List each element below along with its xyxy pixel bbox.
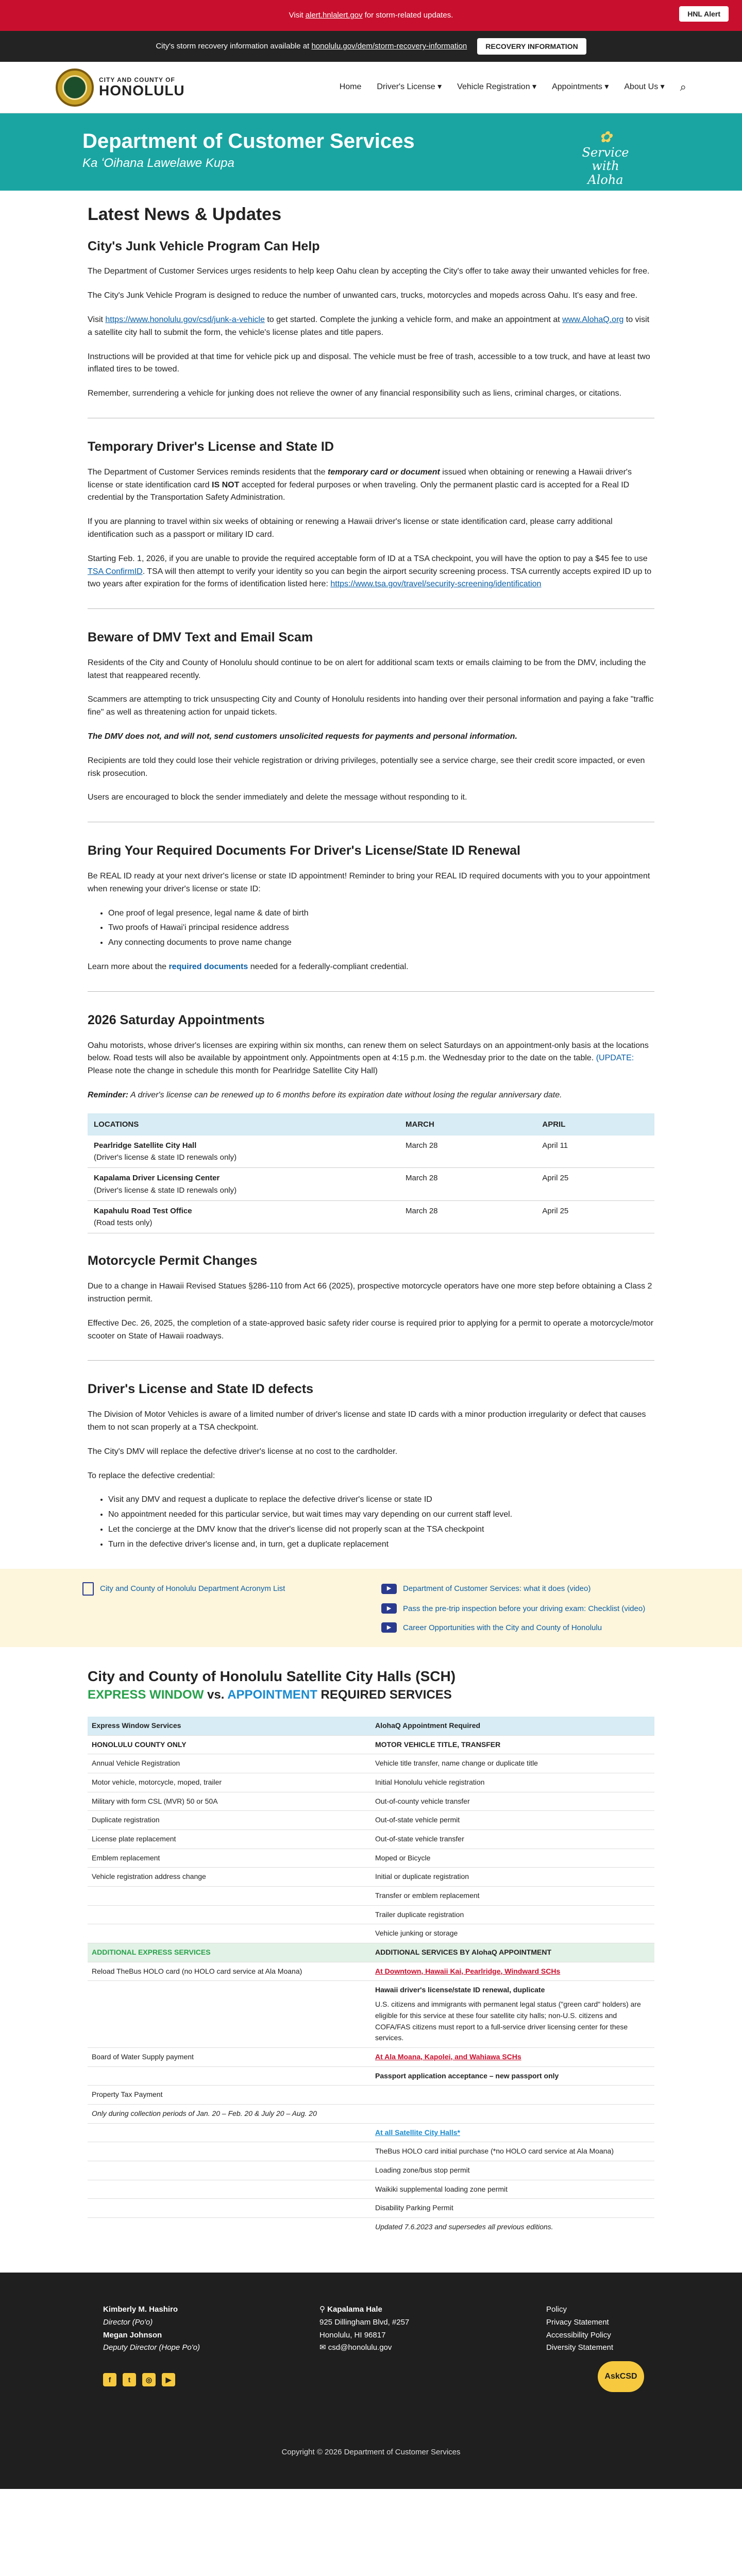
document-icon <box>82 1582 94 1596</box>
saturday-table <box>88 1113 654 1234</box>
email-link[interactable]: csd@honolulu.gov <box>328 2343 392 2352</box>
video-icon: ▶ <box>381 1603 397 1614</box>
sch-services-grid: Express Window Services AlohaQ Appointment Required HONOLULU COUNTY ONLY MOTOR VEHICLE TITLE, TRANSFER Annual Vehicle Registration Vehicle title transfer, name change or duplicate title Motor vehicle, motorcycle, moped, trailer Initial Honolulu vehicle registration Military with form CSL (MVR) 50 or 50A Out-of-county vehicle transfer Duplicate registration Out-of-state vehicle permit License plate replacement Out-of-state vehicle transfer Emblem replacement Moped or Bicycle Vehicle registration address change Initial or duplicate registration Transfer or emblem replacement Trailer duplicate registration Vehicle junking or storage ADDITIONAL EXPRESS SERVICES ADDITIONAL SERVICES BY AlohaQ APPOINTMENT Reload TheBus HOLO card (no HOLO card service at Ala Moana) At Downtown, Hawaii Kai, Pearlridge, Windward SCHs Hawaii driver's license/state ID renewal, duplicate U.S. citizens and immigrants with permanent legal status ("green card" holders) are eligible for this service at these four satellite city halls; non-U.S. citizens and COFA/FAS citizens must report to a full-service driver licensing center for these services. Board of Water Supply payment At Ala Moana, Kapolei, and Wahiawa SCHs Passport application acceptance – new passport only Property Tax Payment Only during collection periods of Jan. 20 – Feb. 20 & July 20 – Aug. 20 At all Satellite City Halls* TheBus HOLO card initial purchase (*no HOLO card service at Ala Moana) Loading zone/bus stop permit Waikiki supplemental loading zone permit Disability Parking Permit Updated 7.6.2023 and supersedes all previous editions. <box>88 1717 654 2236</box>
footer-directors: Kimberly M. Hashiro Director (Po'o) Megan Johnson Deputy Director (Hope Po'o) f t ◎ ▶ <box>103 2303 319 2386</box>
pretrip-video-link[interactable]: ▶ Pass the pre-trip inspection before your driving exam: Checklist (video) <box>381 1603 660 1615</box>
aloha-text: Service with Aloha <box>582 145 629 187</box>
list-item: Vehicle title transfer, name change or duplicate title <box>371 1754 654 1773</box>
all-sch-link[interactable]: At all Satellite City Halls* <box>371 2124 654 2143</box>
scam-p4: Recipients are told they could lose their vehicle registration or driving privileges, potentially see a service charge, see their credit score impacted, or even risk prosecution. <box>88 756 645 778</box>
motorcycle-section <box>88 1251 654 1343</box>
list-item: Motor vehicle, motorcycle, moped, trailer <box>88 1773 371 1792</box>
junk-p3: Visit https://www.honolulu.gov/csd/junk-a-vehicle to get started. Complete the junking a vehicle form, and make an appointment at www.AlohaQ.org to visit a satellite city hall to submit the form, the vehicle's license plates and title papers. <box>88 315 650 337</box>
video-icon: ▶ <box>381 1584 397 1594</box>
list-item: Duplicate registration <box>88 1811 371 1830</box>
list-item: • Visit any DMV and request a duplicate to replace the defective driver's license or state ID <box>108 1494 654 1506</box>
defect-list <box>108 1494 654 1551</box>
junk-title: City's Junk Vehicle Program Can Help <box>88 239 320 253</box>
youtube-icon[interactable]: ▶ <box>162 2373 175 2386</box>
list-item: Vehicle registration address change <box>88 1868 371 1887</box>
ala-moana-sch-link[interactable]: At Ala Moana, Kapolei, and Wahiawa SCHs <box>371 2048 654 2067</box>
logo-big-text: HONOLULU <box>99 82 185 99</box>
scam-p1: Residents of the City and County of Honolulu should continue to be on alert for additional scam texts or emails claiming to be from the DMV, including the latest that reappeared recently. <box>88 658 646 680</box>
list-item: Military with form CSL (MVR) 50 or 50A <box>88 1792 371 1811</box>
search-icon[interactable]: ⌕ <box>680 80 686 94</box>
list-item: License plate replacement <box>88 1830 371 1849</box>
divider <box>88 991 654 992</box>
copyright: Copyright © 2026 Department of Customer Services <box>281 2447 461 2456</box>
footer-address: ⚲ Kapalama Hale 925 Dillingham Blvd, #257 Honolulu, HI 96817 ✉ csd@honolulu.gov <box>319 2305 410 2352</box>
acronym-list-link[interactable]: City and County of Honolulu Department Acronym List <box>82 1582 361 1596</box>
list-item: TheBus HOLO card initial purchase (*no HOLO card service at Ala Moana) <box>371 2142 654 2161</box>
scam-p5: Users are encouraged to block the sender immediately and delete the message without responding to it. <box>88 793 467 802</box>
alert-link[interactable]: alert.hnlalert.gov <box>305 11 363 20</box>
banner-title: Department of Customer Services <box>82 130 415 152</box>
col-april: APRIL <box>536 1113 654 1136</box>
recovery-information-button[interactable]: RECOVERY INFORMATION <box>477 38 586 55</box>
email-icon: ✉ <box>319 2343 326 2352</box>
list-item: • Two proofs of Hawai'i principal residence address <box>108 922 654 935</box>
table-row: Kapalama Driver Licensing Center (Driver's license & state ID renewals only) March 28 April 25 <box>88 1168 654 1201</box>
video-icon: ▶ <box>381 1622 397 1633</box>
additional-appointment-header: ADDITIONAL SERVICES BY AlohaQ APPOINTMENT <box>371 1943 654 1962</box>
temp-p3: Starting Feb. 1, 2026, if you are unable to provide the required acceptable form of ID at a TSA checkpoint, you will have the option to pay a $45 fee to use TSA ConfirmID. TSA will then attempt to verify your identity so you can begin the airport security screening process. TSA currently accepts expired ID up to two years after expiration for the forms of identification listed here: https://www.tsa.gov/travel/security-screening/identification <box>88 554 652 589</box>
list-item: Out-of-state vehicle transfer <box>371 1830 654 1849</box>
diversity-link[interactable]: Diversity Statement <box>546 2343 614 2352</box>
twitter-icon[interactable]: t <box>123 2373 136 2386</box>
col-march: MARCH <box>399 1113 536 1136</box>
career-link[interactable]: ▶ Career Opportunities with the City and County of Honolulu <box>381 1622 660 1634</box>
nav-about-us[interactable]: About Us ▾ <box>624 82 665 92</box>
storm-text: City's storm recovery information available at <box>156 42 310 51</box>
facebook-icon[interactable]: f <box>103 2373 116 2386</box>
nav-vehicle-registration[interactable]: Vehicle Registration ▾ <box>457 82 537 92</box>
defect-p3: To replace the defective credential: <box>88 1471 215 1480</box>
list-item: • Turn in the defective driver's license and, in turn, get a duplicate replacement <box>108 1538 654 1551</box>
nav-menu <box>340 78 686 96</box>
list-item: Transfer or emblem replacement <box>371 1887 654 1906</box>
scam-p3: The DMV does not, and will not, send customers unsolicited requests for payments and personal information. <box>88 732 517 741</box>
resource-links <box>0 1569 742 1648</box>
location-icon: ⚲ <box>319 2305 325 2314</box>
storm-bar <box>0 31 742 62</box>
defect-section <box>88 1379 654 1551</box>
list-item: Initial or duplicate registration <box>371 1868 654 1887</box>
sch-title: City and County of Honolulu Satellite City Halls (SCH) <box>88 1668 456 1685</box>
alohaq-link[interactable]: www.AlohaQ.org <box>562 315 624 325</box>
required-documents-link[interactable]: required documents <box>168 962 248 971</box>
privacy-link[interactable]: Privacy Statement <box>546 2317 609 2327</box>
temp-p2: If you are planning to travel within six weeks of obtaining or renewing a Hawaii driver's license or state identification card, please carry additional identification such as a passport or military ID card. <box>88 517 613 539</box>
real-id-section <box>88 841 654 974</box>
junk-p4: Instructions will be provided at that time for vehicle pick up and disposal. The vehicle must be free of trash, accessible to a tow truck, and have at least two inflated tires to be towed. <box>88 352 650 374</box>
list-item: Loading zone/bus stop permit <box>371 2161 654 2180</box>
updated-note: Updated 7.6.2023 and supersedes all previous editions. <box>375 2223 553 2231</box>
scam-section <box>88 628 654 804</box>
junk-vehicle-section <box>88 236 654 400</box>
junk-p2: The City's Junk Vehicle Program is designed to reduce the number of unwanted cars, trucks, motorcycles and mopeds across Oahu. It's easy and free. <box>88 291 638 300</box>
alert-text-pre: Visit <box>289 11 303 20</box>
main-content <box>0 191 742 1551</box>
list-item: Out-of-state vehicle permit <box>371 1811 654 1830</box>
flower-icon: ✿ <box>599 128 612 146</box>
scam-p2: Scammers are attempting to trick unsuspecting City and County of Honolulu residents into handing over their personal information and paying a fake "traffic fine" as well as threatening action for unpaid tickets. <box>88 695 654 717</box>
list-item: Emblem replacement <box>88 1849 371 1868</box>
sch-subtitle: EXPRESS WINDOW vs. APPOINTMENT REQUIRED SERVICES <box>88 1687 452 1702</box>
table-row: Pearlridge Satellite City Hall (Driver's license & state ID renewals only) March 28 April 11 <box>88 1136 654 1168</box>
hnl-alert-button[interactable]: HNL Alert <box>679 6 729 22</box>
nav-drivers-license[interactable]: Driver's License ▾ <box>377 82 442 92</box>
saturday-p2: Reminder: A driver's license can be renewed up to 6 months before its expiration date without losing the regular anniversary date. <box>88 1090 562 1099</box>
tsa-identification-link[interactable]: https://www.tsa.gov/travel/security-screening/identification <box>330 580 542 589</box>
tsa-confirmid-link[interactable]: TSA ConfirmID <box>88 567 143 576</box>
list-item: Vehicle junking or storage <box>371 1924 654 1943</box>
defect-p1: The Division of Motor Vehicles is aware of a limited number of driver's license and state ID cards with a minor production irregularity or defect that causes them to not scan properly at a TSA checkpoint. <box>88 1410 646 1432</box>
instagram-icon[interactable]: ◎ <box>142 2373 156 2386</box>
temp-license-section <box>88 437 654 591</box>
saturday-section <box>88 1010 654 1234</box>
appointment-header: AlohaQ Appointment Required <box>371 1717 654 1736</box>
list-item: • One proof of legal presence, legal name & date of birth <box>108 907 654 920</box>
policy-link[interactable]: Policy <box>546 2305 567 2314</box>
temp-p1: The Department of Customer Services reminds residents that the temporary card or document issued when obtaining or renewing a Hawaii driver's license or state identification card IS NOT accepted for federal purposes or when traveling. Only the permanent plastic card is accepted for a Real ID credential by the Transportation Safety Administration. <box>88 467 632 502</box>
list-item: Annual Vehicle Registration <box>88 1754 371 1773</box>
alert-text-post: for storm-related updates. <box>364 11 453 20</box>
city-seal-icon <box>56 69 94 107</box>
list-item: Disability Parking Permit <box>371 2199 654 2218</box>
saturday-p1: Oahu motorists, whose driver's licenses are expiring within six months, can renew them on select Saturdays on an appointment-only basis at the locations below. Road tests will also be available by appointment only. Appointments open at 4:15 p.m. the Wednesday prior to the date on the table. (UPDATE: Please note the change in schedule this month for Pearlridge Satellite City Hall) <box>88 1041 649 1076</box>
junk-p5: Remember, surrendering a vehicle for junking does not relieve the owner of any financial responsibility such as liens, criminal charges, or citations. <box>88 389 622 398</box>
storm-link[interactable]: honolulu.gov/dem/storm-recovery-information <box>311 42 467 51</box>
nav-appointments[interactable]: Appointments ▾ <box>552 82 609 92</box>
realid-list <box>108 907 654 950</box>
realid-p1: Be REAL ID ready at your next driver's license or state ID appointment! Reminder to bring your REAL ID required documents with you to your appointment when renewing your driver's license or state ID: <box>88 872 650 893</box>
accessibility-link[interactable]: Accessibility Policy <box>546 2330 611 2340</box>
list-item: • No appointment needed for this particular service, but wait times may vary depending on our current staff level. <box>108 1509 654 1521</box>
junk-p1: The Department of Customer Services urges residents to help keep Oahu clean by accepting the City's offer to take away their unwanted vehicles for free. <box>88 267 650 276</box>
department-banner <box>0 113 742 191</box>
moto-p1: Due to a change in Hawaii Revised Statues §286-110 from Act 66 (2025), prospective motorcycle operators have one more step before obtaining a Class 2 instruction permit. <box>88 1282 652 1304</box>
city-logo[interactable] <box>56 69 185 107</box>
realid-title: Bring Your Required Documents For Driver's License/State ID Renewal <box>88 843 520 858</box>
col-locations: LOCATIONS <box>88 1113 399 1136</box>
divider <box>88 608 654 609</box>
junk-vehicle-link[interactable]: https://www.honolulu.gov/csd/junk-a-vehicle <box>105 315 265 325</box>
list-item: • Let the concierge at the DMV know that the driver's license did not properly scan at the TSA checkpoint <box>108 1523 654 1536</box>
defect-p2: The City's DMV will replace the defective driver's license at no cost to the cardholder. <box>88 1447 398 1456</box>
csd-video-link[interactable]: ▶ Department of Customer Services: what it does (video) <box>381 1582 660 1596</box>
list-item: • Any connecting documents to prove name change <box>108 937 654 950</box>
divider <box>88 1360 654 1361</box>
nav-home[interactable]: Home <box>339 82 362 92</box>
moto-title: Motorcycle Permit Changes <box>88 1253 258 1268</box>
list-item: Out-of-county vehicle transfer <box>371 1792 654 1811</box>
main-nav <box>0 62 742 113</box>
downtown-sch-link[interactable]: At Downtown, Hawaii Kai, Pearlridge, Windward SCHs <box>371 1962 654 1981</box>
moto-p2: Effective Dec. 26, 2025, the completion of a state-approved basic safety rider course is required prior to applying for a permit to operate a motorcycle/motor scooter on State of Hawaii roadways. <box>88 1318 654 1341</box>
alert-bar <box>0 0 742 31</box>
footer <box>0 2273 742 2489</box>
temp-title: Temporary Driver's License and State ID <box>88 439 334 454</box>
list-item: Waikiki supplemental loading zone permit <box>371 2180 654 2199</box>
sch-section <box>0 1647 742 2252</box>
defect-title: Driver's License and State ID defects <box>88 1382 314 1397</box>
list-item: Trailer duplicate registration <box>371 1906 654 1925</box>
service-with-aloha-logo <box>572 128 639 187</box>
list-item: Moped or Bicycle <box>371 1849 654 1868</box>
realid-p2: Learn more about the required documents needed for a federally-compliant credential. <box>88 962 409 971</box>
scam-title: Beware of DMV Text and Email Scam <box>88 630 313 645</box>
saturday-title: 2026 Saturday Appointments <box>88 1012 265 1027</box>
express-header: Express Window Services <box>88 1717 371 1736</box>
table-row: Kapahulu Road Test Office (Road tests only) March 28 April 25 <box>88 1200 654 1233</box>
askcsd-chat-button[interactable]: AskCSD <box>598 2361 644 2392</box>
banner-subtitle: Ka ʻOihana Lawelawe Kupa <box>82 156 234 170</box>
additional-express-header: ADDITIONAL EXPRESS SERVICES <box>88 1943 371 1962</box>
social-links <box>103 2373 319 2386</box>
list-item: Initial Honolulu vehicle registration <box>371 1773 654 1792</box>
page-title: Latest News & Updates <box>88 205 281 224</box>
logo-small-text: CITY AND COUNTY OF <box>99 76 175 83</box>
